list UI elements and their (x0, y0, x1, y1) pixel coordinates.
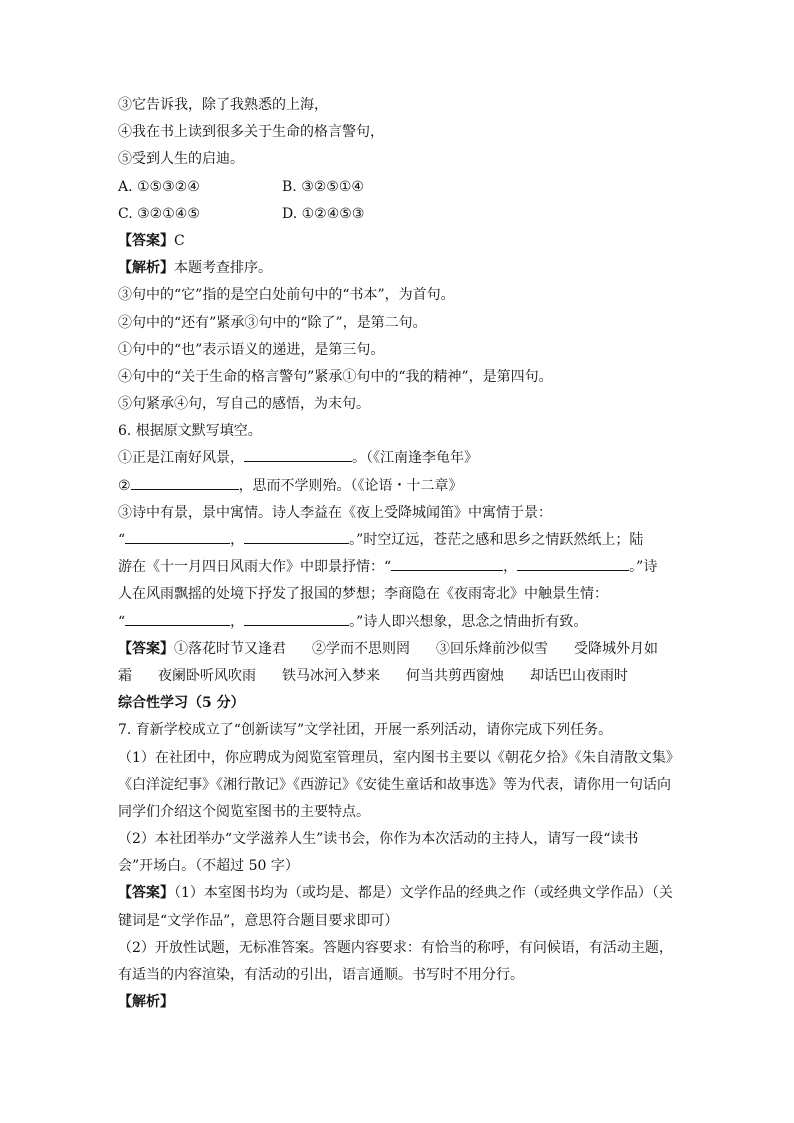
answer-item: 何当共剪西窗烛 (406, 667, 504, 684)
answer-item: ②学而不思则罔 (312, 640, 410, 657)
question-6-item-3: ③诗中有景，景中寓情。诗人李益在《夜上受降城闻笛》中寓情于景： (118, 504, 552, 521)
question-7-2-line-2: 会”开场白。（不超过 50 字） (118, 858, 299, 875)
explanation-label: 【解析】 (118, 260, 174, 277)
q6-3-li-end: 。”诗人即兴想象，思念之情曲折有致。 (349, 613, 588, 630)
explanation-line-1: ③句中的“它”指的是空白处前句中的“书本”，为首句。 (118, 287, 455, 304)
question-6-item-3-line-2 (118, 527, 688, 554)
answer-item: 夜阑卧听风吹雨 (158, 667, 256, 684)
q6-1-source: 。（《江南逢李龟年》 (352, 450, 478, 467)
q6-3-lu-end: 。”诗 (629, 559, 658, 576)
q6-3-lu-text: 游在《十一月四日风雨大作》中即景抒情：“ (118, 559, 392, 576)
fill-blank[interactable] (517, 556, 629, 571)
q6-1-text: ①正是江南好风景， (118, 450, 244, 467)
sentence-5: ⑤受到人生的启迪。 (118, 151, 244, 168)
fill-blank[interactable] (125, 611, 230, 626)
question-6-item-3-line-5 (118, 609, 688, 636)
answer-item: ①落花时节又逢君 (174, 640, 286, 657)
comma: ， (503, 559, 518, 576)
question-6-item-3-line-4: 人在风雨飘摇的处境下抒发了报国的梦想；李商隐在《夜雨寄北》中触景生情： (118, 586, 608, 603)
option-d: D. ①②④⑤③ (282, 205, 365, 222)
document-page (118, 92, 688, 1016)
option-a: A. ①⑤③②④ (118, 178, 200, 195)
explanation-text: 本题考查排序。 (174, 260, 272, 277)
option-b: B. ③②⑤①④ (282, 178, 364, 195)
answer-item: 霜 (118, 667, 132, 684)
answer-5 (118, 228, 688, 255)
q6-2-source: ，思而不学则殆。（《论语・十二章》 (238, 477, 463, 494)
question-6-item-1 (118, 445, 688, 472)
fill-blank[interactable] (244, 447, 352, 462)
question-7-1-line-2: 《白洋淀纪事》《湘行散记》《西游记》《安徒生童话和故事选》等为代表，请你用一句话向 (118, 776, 671, 793)
answer-item: ③回乐烽前沙似雪 (436, 640, 548, 657)
answer-6-line-2 (118, 663, 688, 690)
option-c: C. ③②①④⑤ (118, 205, 200, 222)
fill-blank[interactable] (125, 529, 230, 544)
quote-open: “ (118, 613, 126, 630)
options-row-2 (118, 201, 688, 228)
comma: ， (230, 613, 245, 630)
answer-label: 【答案】 (118, 885, 174, 902)
question-6-item-2 (118, 473, 688, 500)
question-7-1-line-1: （1）在社团中，你应聘成为阅览室管理员，室内图书主要以《朝花夕拾》《朱自清散文集》 (118, 749, 680, 766)
answer-7-2-line-2: 有适当的内容渲染，有活动的引出，语言通顺。书写时不用分行。 (118, 967, 524, 983)
question-7-1-line-3: 同学们介绍这个阅览室图书的主要特点。 (118, 803, 370, 820)
answer-7-2-line-1: （2）开放性试题，无标准答案。答题内容要求：有恰当的称呼，有问候语，有活动主题， (118, 939, 673, 956)
fill-blank[interactable] (391, 556, 503, 571)
answer-7 (118, 880, 688, 907)
answer-label: 【答案】 (118, 640, 174, 657)
question-7-2-line-1: （2）本社团举办“文学滋养人生”读书会，你作为本次活动的主持人，请写一段“读书 (118, 831, 639, 848)
question-7: 7. 育新学校成立了“创新读写”文学社团，开展一系列活动，请你完成下列任务。 (118, 722, 613, 739)
answer-item: 铁马冰河入梦来 (282, 667, 380, 684)
section-heading: 综合性学习（5 分） (118, 695, 245, 712)
explanation-line-3: ①句中的“也”表示语义的递进，是第三句。 (118, 341, 385, 358)
fill-blank[interactable] (244, 529, 349, 544)
fill-blank[interactable] (131, 475, 239, 490)
sentence-3: ③它告诉我，除了我熟悉的上海， (118, 97, 328, 113)
explanation-line-2: ②句中的“还有”紧承③句中的“除了”，是第二句。 (118, 314, 427, 331)
answer-7-1-line-2: 键词是“文学作品”，意思符合题目要求即可） (118, 912, 399, 929)
answer-item: 却话巴山夜雨时 (530, 667, 628, 684)
answer-label: 【答案】 (118, 232, 174, 249)
answer-value: C (174, 232, 185, 249)
question-6-item-3-line-3 (118, 554, 688, 581)
answer-7-1-text: （1）本室图书均为（或均是、都是）文学作品的经典之作（或经典文学作品）（关 (174, 885, 673, 902)
fill-blank[interactable] (244, 611, 349, 626)
explanation-5 (118, 255, 688, 282)
options-row-1 (118, 174, 688, 201)
comma: ， (230, 532, 245, 548)
q6-3-text: 。”时空辽远，苍茫之感和思乡之情跃然纸上；陆 (349, 532, 644, 548)
quote-open: “ (118, 532, 126, 548)
explanation-line-4: ④句中的“关于生命的格言警句”紧承①句中的“我的精神”，是第四句。 (118, 368, 553, 385)
answer-6 (118, 636, 688, 663)
question-6: 6. 根据原文默写填空。 (118, 423, 262, 440)
q6-2-text: ② (118, 477, 131, 494)
explanation-7-label: 【解析】 (118, 994, 174, 1011)
answer-item: 受降城外月如 (574, 640, 658, 657)
explanation-line-5: ⑤句紧承④句，写自己的感悟，为末句。 (118, 396, 370, 413)
sentence-4: ④我在书上读到很多关于生命的格言警句， (118, 124, 384, 141)
